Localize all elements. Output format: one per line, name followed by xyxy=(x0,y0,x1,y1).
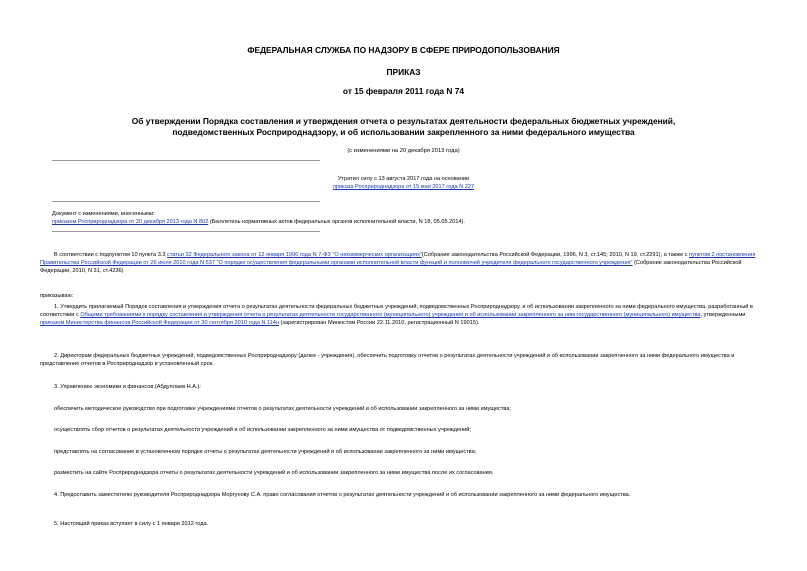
general-requirements-link[interactable]: Общими требованиями к порядку составления и утверждения отчета о результатах деятельности государственного (муниципального) учреждения и об использовании закрепленного за ним государственного (муниципального) имущества xyxy=(80,312,701,318)
preamble-paragraph: В соответствии с подпунктом 10 пункта 3.3 статьи 32 Федерального закона от 12 января 1996 года N 7-ФЗ "О некоммерческих организациях"(Собрание законодательства Российской Федерации, 1996, N 3, ст.145; 2010, N 19, ст.2291), а также с пунктом 2 постановления Правительства Российской Федерации от 26 июля 2010 года N 537 "О порядке осуществления федеральными органами исполнительной власти функций и полномочий учредителя федерального государственного учреждения" (Собрание законодательства Российской Федерации, 2010, N 31, ст.4236) xyxy=(40,252,756,274)
minfin-order-link[interactable]: приказом Министерства финансов Российской Федерации от 30 сентября 2010 года N 114н xyxy=(40,320,279,326)
item-3b: осуществлять сбор отчетов о результатах деятельности учреждений и об использовании закрепленного за ними имущества от подведомственных учреждений; xyxy=(54,427,471,433)
repeal-order-link[interactable]: приказа Росприроднадзора от 15 мая 2017 года N 227 xyxy=(332,184,475,190)
changes-label: Документ с изменениями, внесенными: xyxy=(52,211,155,217)
changes-order-link[interactable]: приказом Росприроднадзора от 20 декабря 2013 года N 802 xyxy=(52,219,209,225)
item-2: 2. Директорам федеральных бюджетных учреждений, подведомственных Росприроднадзору (далее - учреждения), обеспечить подготовку отчетов о результатах деятельности учреждений и об использовании закрепленного за ними федерального имущества и представление отчетов в Росприроднадзор в установленный срок. xyxy=(40,353,735,367)
item-3: 3. Управлению экономики и финансов (Абдуллаев Н.А.): xyxy=(54,384,201,390)
item-3d: разместить на сайте Росприроднадзора отчеты о результатах деятельности учреждений и об использовании закрепленного за ними имущества после их согласования. xyxy=(54,470,494,476)
divider xyxy=(52,231,320,232)
item-3c: представлять на согласование в установленном порядке отчеты о результатах деятельности учреждений и об использовании закрепленного за ними имущества; xyxy=(54,449,477,455)
document-title: Об утверждении Порядка составления и утверждения отчета о результатах деятельности федеральных бюджетных учреждений, подведомственных Росприроднадзору, и об использовании закрепленного за ними федерального имущества xyxy=(131,116,676,137)
document-type: ПРИКАЗ xyxy=(386,67,421,77)
status-block xyxy=(225,175,582,191)
divider xyxy=(52,201,320,202)
document-date: от 15 февраля 2011 года N 74 xyxy=(342,86,465,96)
law-7fz-link[interactable]: статьи 32 Федерального закона от 12 января 1996 года N 7-ФЗ "О некоммерческих организациях" xyxy=(167,252,422,258)
divider xyxy=(52,160,320,161)
amendments-note: (с изменениями на 20 декабря 2013 года) xyxy=(347,148,460,154)
agency-name: ФЕДЕРАЛЬНАЯ СЛУЖБА ПО НАДЗОРУ В СФЕРЕ ПРИРОДОПОЛЬЗОВАНИЯ xyxy=(247,45,560,55)
changes-block xyxy=(52,210,752,226)
order-word: приказываю: xyxy=(40,293,74,299)
item-3a: обеспечить методическое руководство при подготовке учреждениями отчетов о результатах деятельности учреждений и об использовании закрепленного за ними имущества; xyxy=(54,406,511,412)
item-1: 1. Утвердить прилагаемый Порядок составления и утверждения отчета о результатах деятельности федеральных бюджетных учреждений, подведомственных Росприроднадзору, и об использовании закрепленного за ними федерального имущества, разработанный в соответствии с Общими требованиями к порядку составления и утверждения отчета о результатах деятельности государственного (муниципального) учреждения и об использовании закрепленного за ним государственного (муниципального) имущества, утвержденными приказом Министерства финансов Российской Федерации от 30 сентября 2010 года N 114н (зарегистрирован Минюстом России 22.11.2010, регистрационный N 19015). xyxy=(40,304,753,326)
status-line: Утратил силу с 13 августа 2017 года на основании xyxy=(337,176,470,182)
changes-source: (Бюллетень нормативных актов федеральных органов исполнительной власти, N 18, 05.05.2014). xyxy=(209,219,465,225)
item-4: 4. Предоставить заместителю руководителя Росприроднадзора Моргунову С.А. право согласования отчетов о результатах деятельности учреждений и об использовании закрепленного за ними федерального имущества. xyxy=(54,492,631,498)
item-5: 5. Настоящий приказ вступает в силу с 1 января 2012 года. xyxy=(54,521,209,527)
resolution-537-link[interactable]: пунктом 2 постановления Правительства Российской Федерации от 26 июля 2010 года N 537 "О порядке осуществления федеральными органами исполнительной власти функций и полномочий учредителя федерального государственного учреждения" xyxy=(40,252,756,266)
